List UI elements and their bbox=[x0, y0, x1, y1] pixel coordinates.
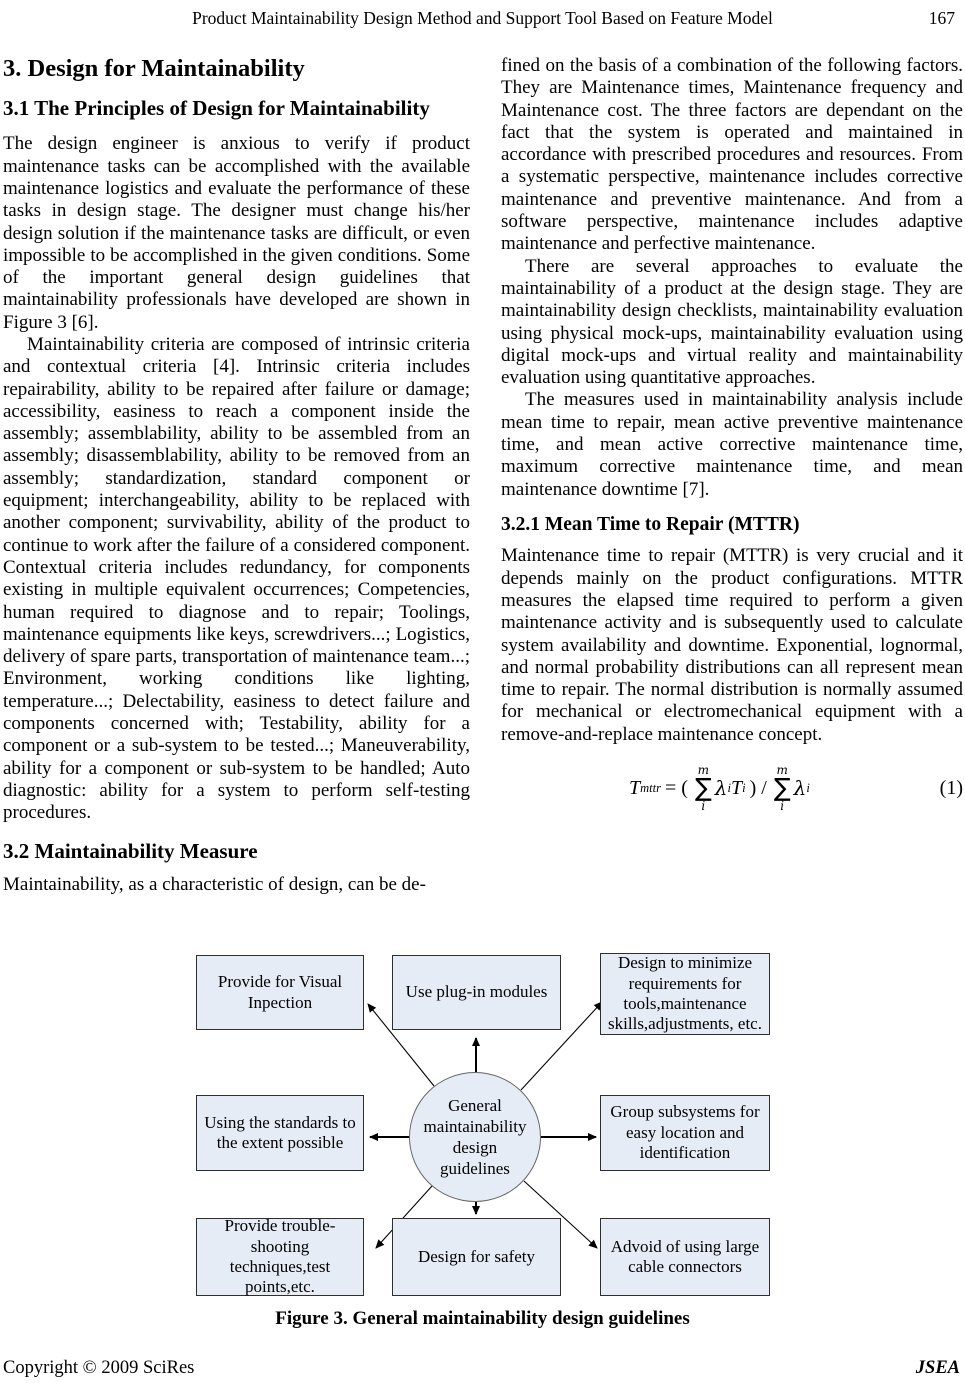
figure-box-plug-in-modules: Use plug-in modules bbox=[392, 955, 561, 1030]
footer-copyright: Copyright © 2009 SciRes bbox=[3, 1358, 195, 1378]
equation-term: T bbox=[629, 776, 641, 799]
page-number: 167 bbox=[928, 8, 955, 28]
equation-1 bbox=[501, 764, 963, 812]
equation-subscript: mttr bbox=[640, 780, 661, 795]
right-column bbox=[501, 55, 963, 812]
equation-term: λ bbox=[793, 775, 807, 800]
equation-number: (1) bbox=[939, 776, 963, 799]
figure-box-minimize-requirements: Design to minimize requirements for tools,maintenance skills,adjustments, etc. bbox=[600, 953, 770, 1035]
figure-box-avoid-large-connectors: Advoid of using large cable connectors bbox=[600, 1218, 770, 1296]
summation-symbol bbox=[695, 764, 712, 812]
section-heading-3-2: 3.2 Maintainability Measure bbox=[3, 838, 258, 863]
section-heading-3: 3. Design for Maintainability bbox=[3, 55, 305, 82]
sum-lower-limit: i bbox=[780, 798, 785, 813]
paragraph: There are several approaches to evaluate the maintainability of a product at the design stage. They are maintainability design checklists, maintainability evaluation using physical mock-ups, maintainability evaluation using digital mock-ups and virtual reality and maintainability evaluation using quantitative approaches. bbox=[501, 255, 963, 389]
footer-journal-name: JSEA bbox=[915, 1358, 960, 1378]
left-column bbox=[3, 55, 470, 896]
figure-center-ellipse: General maintainability design guidelines bbox=[409, 1072, 541, 1202]
sigma-icon: ∑ bbox=[694, 773, 712, 803]
sum-upper-limit: m bbox=[697, 763, 710, 778]
equation-term: T bbox=[730, 776, 743, 799]
figure-box-design-for-safety: Design for safety bbox=[392, 1218, 561, 1296]
paragraph: The measures used in maintainability analysis include mean time to repair, mean active preventive maintenance time, and mean active corrective maintenance time, maximum corrective maintenance time, and mean maintenance downtime [7]. bbox=[501, 389, 963, 500]
equation-operator: = ( bbox=[664, 776, 688, 799]
figure-3-diagram bbox=[190, 950, 780, 1302]
sum-lower-limit: i bbox=[701, 798, 706, 813]
equation-subscript: i bbox=[806, 780, 810, 795]
figure-box-using-standards: Using the standards to the extent possible bbox=[196, 1095, 364, 1171]
section-heading-3-2-1: 3.2.1 Mean Time to Repair (MTTR) bbox=[501, 513, 800, 535]
sum-upper-limit: m bbox=[776, 763, 788, 778]
figure-box-trouble-shooting: Provide trouble-shooting techniques,test points,etc. bbox=[196, 1218, 364, 1296]
section-heading-3-1: 3.1 The Principles of Design for Maintainability bbox=[3, 96, 430, 121]
summation-symbol bbox=[774, 764, 791, 812]
equation-body bbox=[629, 764, 810, 812]
paragraph: Maintenance time to repair (MTTR) is very crucial and it depends mainly on the product configurations. MTTR measures the elapsed time required to perform a given maintenance activity and is subsequently used to calculate system availability and downtime. Exponential, lognormal, and normal probability distributions can all represent mean time to repair. The normal distribution is normally assumed for mechanical or electromechanical equipment with a remove-and-replace maintenance concept. bbox=[501, 545, 963, 745]
sigma-icon: ∑ bbox=[773, 773, 791, 803]
running-title: Product Maintainability Design Method and Support Tool Based on Feature Model bbox=[192, 8, 773, 28]
figure-caption: Figure 3. General maintainability design guidelines bbox=[275, 1308, 690, 1329]
equation-subscript: i bbox=[742, 780, 746, 795]
paragraph: Maintainability criteria are composed of intrinsic criteria and contextual criteria [4]. Intrinsic criteria includes repairability, ability to be repaired after failure or damage; accessibility, easiness to reach a component inside the assembly; assemblability, ability to be assembled from an assembly; disassemblability, ability to be removed from an assembly; standardization, standard component or equipment; interchangeability, ability to be replaced with another component; survivability, ability of the product to continue to work after the failure of a considered component. Contextual criteria includes redundancy, for components existing in multiple equivalent occurrences; Competencies, human required to diagnose and to repair; Toolings, maintenance equipments like keys, screwdrivers...; Logistics, delivery of spare parts, transportation of maintenance team...; Environment, working conditions like lighting, temperature...; Delectability, easiness to detect failure and components concerned with; Testability, ability for a component or a sub-system to be tested...; Maneuverability, ability for a component or sub-system to be handled; Auto diagnostic: ability for a system to perform self-testing procedures. bbox=[3, 333, 470, 824]
figure-box-group-subsystems: Group subsystems for easy location and identification bbox=[600, 1095, 770, 1171]
equation-subscript: i bbox=[727, 780, 731, 795]
paragraph: The design engineer is anxious to verify if product maintenance tasks can be accomplished with the available maintenance logistics and evaluate the performance of these tasks in design stage. The designer must change his/her design solution if the maintenance tasks are difficult, or even impossible to be accomplished in the given conditions. Some of the important general design guidelines that maintainability professionals have developed are shown in Figure 3 [6]. bbox=[3, 133, 470, 333]
equation-term: λ bbox=[714, 775, 728, 800]
paragraph: fined on the basis of a combination of the following factors. They are Maintenance times, Maintenance frequency and Maintenance cost. The three factors are dependant on the fact that the system is operated and maintained in accordance with prescribed procedures and resources. From a systematic perspective, maintenance includes corrective maintenance and preventive maintenance. And from a software perspective, maintenance includes adaptive maintenance and perfective maintenance. bbox=[501, 55, 963, 255]
figure-box-provide-visual-inspection: Provide for Visual Inpection bbox=[196, 955, 364, 1030]
paragraph: Maintainability, as a characteristic of design, can be de- bbox=[3, 873, 426, 895]
equation-operator: ) / bbox=[749, 776, 767, 799]
